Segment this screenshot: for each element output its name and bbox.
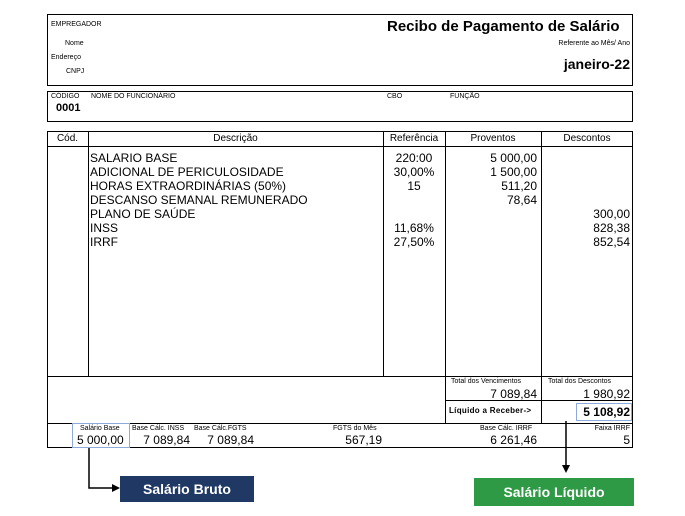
salario-liquido-tag: Salário Líquido [474, 478, 634, 506]
base-irrf-label: Base Cálc. IRRF [480, 425, 533, 432]
row-descricao: PLANO DE SAÚDE [90, 207, 196, 221]
row-descontos: 300,00 [593, 207, 630, 221]
employee-code-label: CÓDIGO [51, 93, 80, 100]
row-descricao: ADICIONAL DE PERICULOSIDADE [90, 165, 284, 179]
employer-cnpj-label: CNPJ [66, 68, 85, 75]
row-proventos: 1 500,00 [490, 165, 537, 179]
row-proventos: 5 000,00 [490, 151, 537, 165]
fgts-mes-label: FGTS do Mês [333, 425, 377, 432]
col-header-cod: Cód. [56, 133, 79, 144]
employee-code: 0001 [56, 102, 81, 114]
total-vencimentos-label: Total dos Vencimentos [451, 378, 522, 385]
col-header-descontos: Descontos [563, 133, 611, 144]
reference-period-label: Referente ao Mês/ Ano [558, 40, 630, 47]
row-proventos: 511,20 [501, 179, 537, 193]
row-descricao: INSS [90, 221, 119, 235]
row-referencia: 11,68% [394, 221, 434, 235]
row-descricao: IRRF [90, 235, 118, 249]
col-header-descricao: Descrição [213, 133, 258, 144]
total-descontos-label: Total dos Descontos [548, 378, 612, 385]
employer-address-label: Endereço [51, 54, 81, 61]
total-vencimentos: 7 089,84 [490, 387, 537, 401]
page-title: Recibo de Pagamento de Salário [387, 18, 620, 35]
liquido-label: Líquido a Receber-> [449, 406, 532, 415]
liquido-value: 5 108,92 [583, 405, 630, 419]
row-descontos: 828,38 [593, 221, 630, 235]
row-referencia: 15 [407, 179, 421, 193]
faixa-irrf-label: Faixa IRRF [594, 425, 630, 432]
base-irrf-value: 6 261,46 [490, 433, 537, 447]
faixa-irrf-value: 5 [623, 433, 630, 447]
fgts-mes-value: 567,19 [345, 433, 382, 447]
row-descricao: SALARIO BASE [90, 151, 178, 165]
col-header-proventos: Proventos [470, 133, 516, 144]
salario-base-label: Salário Base [80, 425, 120, 432]
reference-period: janeiro-22 [563, 56, 630, 72]
employer-name-label: Nome [65, 40, 84, 47]
row-referencia: 27,50% [393, 235, 435, 249]
employee-name-label: NOME DO FUNCIONÁRIO [91, 93, 176, 100]
employee-cbo-label: CBO [387, 93, 403, 100]
row-descricao: DESCANSO SEMANAL REMUNERADO [90, 193, 308, 207]
employee-function-label: FUNÇÃO [450, 93, 480, 100]
employer-label: EMPREGADOR [51, 21, 102, 28]
total-descontos: 1 980,92 [583, 387, 630, 401]
base-fgts-label: Base Cálc.FGTS [194, 425, 247, 432]
base-inss-value: 7 089,84 [143, 433, 190, 447]
row-referencia: 30,00% [393, 165, 435, 179]
row-proventos: 78,64 [506, 193, 537, 207]
row-descricao: HORAS EXTRAORDINÁRIAS (50%) [90, 179, 287, 193]
col-header-referencia: Referência [389, 133, 439, 144]
base-inss-label: Base Cálc. INSS [132, 425, 185, 432]
row-descontos: 852,54 [593, 235, 630, 249]
salario-bruto-tag: Salário Bruto [120, 476, 254, 502]
salario-base-value: 5 000,00 [77, 433, 124, 447]
base-fgts-value: 7 089,84 [207, 433, 254, 447]
row-referencia: 220:00 [395, 151, 433, 165]
